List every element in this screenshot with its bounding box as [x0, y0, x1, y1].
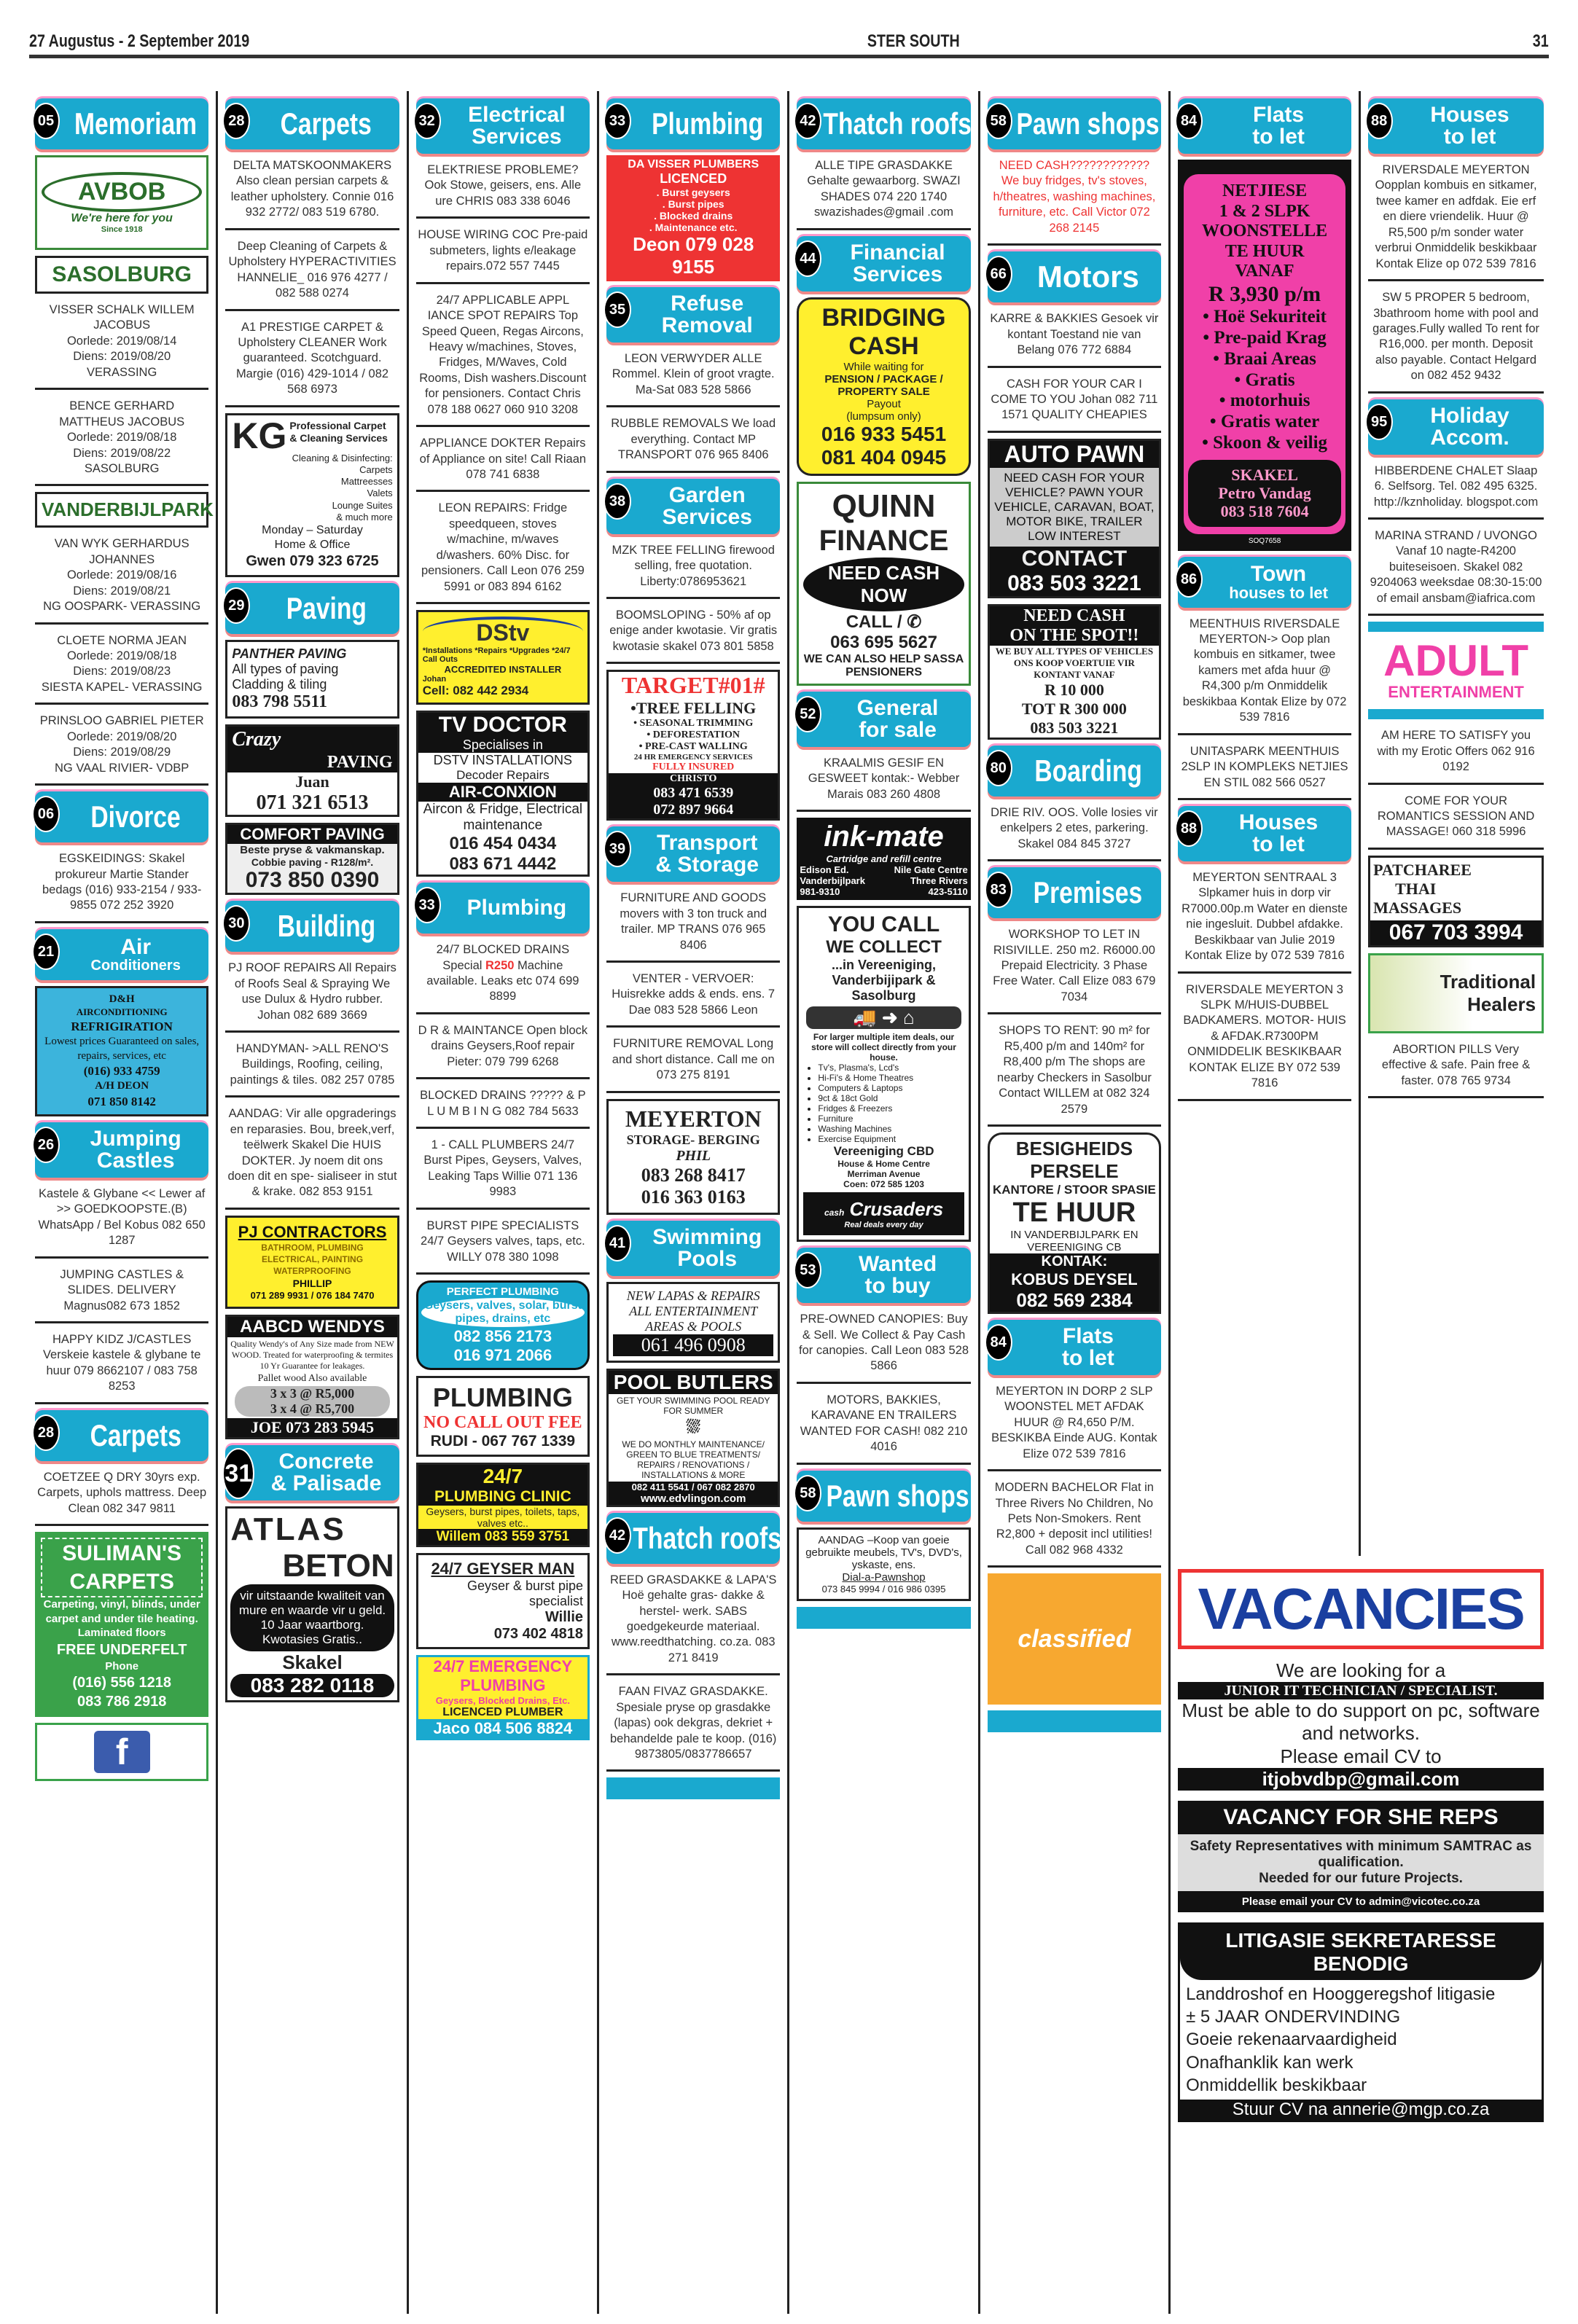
classified-ad: SW 5 PROPER 5 bedroom, 3bathroom home with pool and garages.Fully walled To rent for R16,000. per month. Deposit also payable. Contact Helgard on 082 452 9432	[1368, 287, 1544, 394]
classified-ad: KRAALMIS GESIF EN GESWEET kontak:- Webber Marais 083 260 4808	[797, 753, 970, 812]
classified-ad: LEON REPAIRS: Fridge speedqueen, stoves w/machine, m/waves d/washers. 60% Disc. for pensioners. Call Leon 076 259 5991 or 083 894 6162	[416, 498, 590, 604]
vacancies-section	[1171, 1562, 1551, 2122]
section-banner-financial: 44 Financial Services	[797, 236, 970, 292]
sasolburg-heading: SASOLBURG	[35, 256, 208, 294]
classified-ad: RUBBLE REMOVALS We load everything. Contact MP TRANSPORT 076 965 8406	[606, 413, 780, 472]
bridging-cash-ad: BRIDGING CASH While waiting for PENSION / PACKAGE / PROPERTY SALE Payout (lumpsum only) 016 933 5451 081 404 0945	[797, 297, 970, 476]
section-banner-air-conditioners: 21 Air Conditioners	[35, 929, 208, 980]
vanderbijlpark-heading: VANDERBIJLPARK	[35, 492, 208, 528]
classified-ad: EGSKEIDINGS: Skakel prokureur Martie Stander bedags (016) 933-2154 / 933-9855 072 252 3920	[35, 848, 208, 923]
she-reps-ad: VACANCY FOR SHE REPS Safety Representatives with minimum SAMTRAC as qualification. Needed for our future Projects. Please email your CV to admin@vicotec.co.za	[1178, 1801, 1544, 1912]
classified-ad: AM HERE TO SATISFY you with my Erotic Offers 062 916 0192	[1368, 725, 1544, 784]
classified-ad: BLOCKED DRAINS ????? & P L U M B I N G 082 784 5633	[416, 1085, 590, 1129]
classified-ad: BOOMSLOPING - 50% af op enige ander kwotasie. Vir gratis kwotasie skakel 073 801 5858	[606, 605, 780, 664]
section-banner-garden-services: 38 Garden Services	[606, 479, 780, 534]
classified-ad: SHOPS TO RENT: 90 m² for R5,400 p/m and 140m² for R8,400 p/m The shops are nearby Checkers in Sasolbur Contact WILLEM at 082 324 2579	[988, 1020, 1161, 1127]
classified-ad: AANDAG: Vir alle opgraderings en reparasies. Bou, breek,verf, teëlwerk Skakel Die HUIS DOKTER. Jy noem dit ons doen dit en spe- sialiseer in stut & krake. 082 853 9151	[225, 1103, 399, 1210]
obituary-notice: BENCE GERHARD MATTHEUS JACOBUS Oorlede: 2019/08/18 Diens: 2019/08/22 SASOLBURG	[35, 396, 208, 486]
lapas-pools-ad: NEW LAPAS & REPAIRS ALL ENTERTAINMENT AREAS & POOLS 061 496 0908	[606, 1282, 780, 1363]
section-banner-pawn-shops: 58 Pawn shops	[797, 1471, 970, 1522]
classified-ad: 24/7 APPLICABLE APPL IANCE SPOT REPAIRS Top Speed Queen, Regas Aircons, Heavy w/machines, Stoves, Fridges, M/Waves, Cold Rooms, Dish washers.Discount for pensioners. Contact Chris 078 188 0627 060 910 3208	[416, 290, 590, 428]
classified-ad: COME FOR YOUR ROMANTICS SESSION AND MASSAGE! 060 318 5996	[1368, 791, 1544, 850]
section-banner-town-houses: 86 Town houses to let	[1178, 557, 1351, 608]
suliman-carpets-ad: SULIMAN'S CARPETS Carpeting, vinyl, blinds, under carpet and under tile heating. Laminated floors FREE UNDERFELT Phone (016) 556 1218 083 786 2918	[35, 1532, 208, 1717]
classified-ad: REED GRASDAKKE & LAPA'S Hoë gehalte gras- dakke & herstel- werk. SABS goedgekeurde materiaal. www.reedthatching. co.za. 083 271 8419	[606, 1570, 780, 1676]
meyerton-storage-ad: MEYERTON STORAGE- BERGING PHIL 083 268 8417 016 363 0163	[606, 1099, 780, 1215]
it-technician-ad: We are looking for a JUNIOR IT TECHNICIAN / SPECIALIST. Must be able to do support on pc, software and networks. Please email CV to itjobvdbp@gmail.com	[1178, 1659, 1544, 1791]
geyser-man-ad: 24/7 GEYSER MAN Geyser & burst pipe specialist Willie 073 402 4818	[416, 1553, 590, 1649]
tv-doctor-ad: TV DOCTOR Specialises in DSTV INSTALLATIONS Decoder Repairs AIR-CONXION Aircon & Fridge, Electrical maintenance 016 454 0434 083 671 4442	[416, 711, 590, 877]
section-banner-transport: 39 Transport & Storage	[606, 826, 780, 882]
cash-on-spot-ad: NEED CASH ON THE SPOT!! WE BUY ALL TYPES OF VEHICLES ONS KOOP VOERTUIE VIR KONTANT VANAF R 10 000 TOT R 300 000 083 503 3221	[988, 604, 1161, 740]
classified-ad: HANDYMAN- >ALL RENO'S Buildings, Roofing, ceiling, paintings & tiles. 082 257 0785	[225, 1038, 399, 1098]
classifieds-columns	[28, 91, 1551, 2314]
classified-ad: UNITASPARK MEENTHUIS 2SLP IN KOMPLEKS NETJIES EN STIL 082 566 0527	[1178, 741, 1351, 800]
column-4	[599, 91, 789, 2314]
classified-ad: HIBBERDENE CHALET Slaap 6. Selfsorg. Tel. 082 495 6325. http://kznholiday. blogspot.com	[1368, 461, 1544, 520]
section-banner-flats: 84 Flats to let	[988, 1320, 1161, 1375]
classified-ad: MODERN BACHELOR Flat in Three Rivers No Children, No Pets Non-Smokers. Rent R2,800 + deposit incl utilities! Call 082 968 4332	[988, 1477, 1161, 1568]
quinn-finance-ad: QUINN FINANCE NEED CASH NOW CALL / ✆ 063 695 5627 WE CAN ALSO HELP SASSA PENSIONERS	[797, 482, 970, 686]
section-banner-plumbing: 33 Plumbing	[416, 883, 590, 934]
kg-cleaning-ad: KG Professional Carpet & Cleaning Services Cleaning & Disinfecting: Carpets Mattreesses Valets Lounge Suites & much more Monday – Saturday Home & Office Gwen 079 323 6725	[225, 413, 399, 578]
classified-ad: RIVERSDALE MEYERTON Oopplan kombuis en sitkamer, twee kamer en adfdak. Eie erf en diere vriendelik. Huur @ R5,500 p/m sonder water verbrui Onmiddelik beskikbaar Kontak Elize op 072 539 7816	[1368, 160, 1544, 281]
obituary-notice: PRINSLOO GABRIEL PIETER Oorlede: 2019/08/20 Diens: 2019/08/29 NG VAAL RIVIER- VDBP	[35, 711, 208, 786]
emergency-plumbing-ad: 24/7 EMERGENCY PLUMBING Geysers, Blocked Drains, Etc. LICENCED PLUMBER Jaco 084 506 8824	[416, 1655, 590, 1740]
columns-7-8	[1171, 91, 1551, 2314]
classified-ad: MOTORS, BAKKIES, KARAVANE EN TRAILERS WANTED FOR CASH! 082 210 4016	[797, 1390, 970, 1465]
classified-ad: A1 PRESTIGE CARPET & Upholstery CLEANER Work guaranteed. Scotchguard. Margie (016) 429-1014 / 082 568 6973	[225, 317, 399, 407]
classified-ad: LEON VERWYDER ALLE Rommel. Klein of groot vragte. Ma-Sat 083 528 5866	[606, 348, 780, 407]
classified-ad: COETZEE Q DRY 30yrs exp. Carpets, uphols mattress. Deep Clean 082 347 9811	[35, 1467, 208, 1526]
aabcd-wendys-ad: AABCD WENDYS Quality Wendy's of Any Size made from NEW WOOD. Treated for waterproofing & termites 10 Yr Guarantee for leakages. Pallet wood Also available 3 x 3 @ R5,000 3 x 4 @ R5,700 JOE 073 283 5945	[225, 1315, 399, 1439]
column-7	[1171, 91, 1361, 1556]
classified-ad: CASH FOR YOUR CAR I COME TO YOU Johan 082 711 1571 QUALITY CHEAPIES	[988, 374, 1161, 433]
column-8	[1361, 91, 1551, 1556]
classified-ad: DELTA MATSKOONMAKERS Also clean persian carpets & leather upholstery. Connie 016 932 2772/ 083 519 6780.	[225, 155, 399, 230]
classified-ad: ALLE TIPE GRASDAKKE Gehalte gewaarborg. SWAZI SHADES 074 220 1740 swazishades@gmail .com	[797, 155, 970, 230]
classified-ad: HOUSE WIRING COC Pre-paid submeters, lights e/leakage repairs.072 557 7445	[416, 224, 590, 283]
classified-ad: D R & MAINTANCE Open block drains Geysers,Roof repair Pieter: 079 799 6268	[416, 1020, 590, 1079]
besigheids-persele-ad: BESIGHEIDS PERSELE KANTORE / STOOR SPASIE TE HUUR IN VANDERBIJLPARK EN VEREENIGING CB KONTAK: KOBUS DEYSEL 082 569 2384	[988, 1132, 1161, 1314]
section-banner-electrical: 32 Electrical Services	[416, 98, 590, 154]
section-banner-carpets: 28 Carpets	[35, 1410, 208, 1461]
section-banner-concrete: 31 Concrete & Palisade	[225, 1445, 399, 1501]
section-banner-jumping-castles: 26 Jumping Castles	[35, 1122, 208, 1178]
classified-ad: MEENTHUIS RIVERSDALE MEYERTON-> Oop plan kombuis en sitkamer, twee kamers met afda huur @ R4,300 p/m Onmiddelik beskikbaa Kontak Elize by 072 539 7816	[1178, 614, 1351, 735]
section-banner-paving: 29 Paving	[225, 583, 399, 634]
column-6	[980, 91, 1171, 2314]
netjiese-woonstelle-ad: NETJIESE 1 & 2 SLPK WOONSTELLE TE HUUR VANAF R 3,930 p/m • Hoë Sekuriteit • Pre-paid Krag • Braai Areas • Gratis • motorhuis • Gratis water • Skoon & veilig SKAKEL Petro Vandag 083 518 7604 SOQ7658	[1178, 160, 1351, 551]
section-banner-wanted-to-buy: 53 Wanted to buy	[797, 1248, 970, 1303]
perfect-plumbing-ad: PERFECT PLUMBING Geysers, valves, solar, burst pipes, drains, etc 082 856 2173 016 971 2066	[416, 1280, 590, 1370]
facebook-like-icon[interactable]: f	[35, 1723, 208, 1781]
obituary-notice: VAN WYK GERHARDUS JOHANNES Oorlede: 2019/08/16 Diens: 2019/08/21 NG OOSPARK- VERASSING	[35, 533, 208, 624]
section-banner-swimming-pools: 41 Swimming Pools	[606, 1221, 780, 1276]
decorative-bar	[797, 1607, 970, 1629]
column-1	[28, 91, 218, 2314]
adult-entertainment-banner: ADULT ENTERTAINMENT	[1368, 622, 1544, 719]
atlas-beton-ad: ATLAS BETON vir uitstaande kwaliteit van mure en waarde vir u geld. 10 Jaar waartborg. Kwotasies Gratis.. Skakel 083 282 0118	[225, 1506, 399, 1702]
panther-paving-ad: PANTHER PAVING All types of paving Cladding & tiling 083 798 5511	[225, 640, 399, 719]
classified-ad: FURNITURE AND GOODS movers with 3 ton truck and trailer. MP TRANS 076 965 8406	[606, 888, 780, 963]
section-banner-refuse-removal: 35 Refuse Removal	[606, 287, 780, 343]
classified-ad: FURNITURE REMOVAL Long and short distance. Call me on 073 275 8191	[606, 1033, 780, 1092]
dh-aircon-ad: D&H AIRCONDITIONING REFRIGIRATION Lowest prices Guaranteed on sales, repairs, services, etc (016) 933 4759 A/H DEON 071 850 8142	[35, 986, 208, 1116]
classified-ad: BURST PIPE SPECIALISTS 24/7 Geysers valves, taps, etc. WILLY 078 380 1098	[416, 1216, 590, 1275]
ink-mate-ad: ink-mate Cartridge and refill centre Edison Ed. Nile Gate Centre Vanderbijlpark Three Rivers 981-9310 423-5110	[797, 818, 970, 900]
traditional-healers-ad: Traditional Healers	[1368, 953, 1544, 1033]
classified-ad: DRIE RIV. OOS. Volle losies vir enkelpers 2 etes, parkering. Skakel 084 845 3727	[988, 802, 1161, 861]
crazy-paving-ad: Crazy PAVING Juan 071 321 6513	[225, 724, 399, 817]
classified-ad: PJ ROOF REPAIRS All Repairs of Roofs Seal & Spraying We use Dulux & Hydro rubber. Johan 082 689 3669	[225, 958, 399, 1033]
section-banner-thatch-roofs: 42 Thatch roofs	[797, 98, 970, 149]
pj-contractors-ad: PJ CONTRACTORS BATHROOM, PLUMBING ELECTRICAL, PAINTING WATERPROOFING PHILLIP 071 289 9931 / 076 184 7470	[225, 1216, 399, 1309]
decorative-bar	[606, 1777, 780, 1799]
auto-pawn-ad: AUTO PAWN NEED CASH FOR YOUR VEHICLE? PAWN YOUR VEHICLE, CARAVAN, BOAT, MOTOR BIKE, TRAILER LOW INTEREST CONTACT 083 503 3221	[988, 439, 1161, 598]
classified-ad: ABORTION PILLS Very effective & safe. Pain free & faster. 078 765 9734	[1368, 1039, 1544, 1098]
dial-a-pawnshop-ad: AANDAG –Koop van goeie gebruikte meubels, TV's, DVD's, yskaste, ens. Dial-a-Pawnshop 073 845 9994 / 016 986 0395	[797, 1527, 970, 1601]
classified-ad: Kastele & Glybane << Lewer af >> GOEDKOOPSTE.(B) WhatsApp / Bel Kobus 082 650 1287	[35, 1183, 208, 1259]
section-banner-houses: 88 Houses to let	[1178, 806, 1351, 861]
page-header	[29, 29, 1549, 58]
section-banner-premises: 83 Premises	[988, 867, 1161, 918]
section-banner-flats: 84 Flats to let	[1178, 98, 1351, 154]
section-banner-pawn-shops: 58 Pawn shops	[988, 98, 1161, 149]
classified-ad: NEED CASH???????????? We buy fridges, tv's stoves, h/theatres, washing machines, furniture, etc. Call Victor 072 268 2145	[988, 155, 1161, 246]
classified-ad: 1 - CALL PLUMBERS 24/7 Burst Pipes, Geysers, Valves, Leaking Taps Willie 071 136 9983	[416, 1135, 590, 1210]
decorative-bar	[988, 1710, 1161, 1732]
classified-ad: MEYERTON IN DORP 2 SLP WOONSTEL MET AFDAK HUUR @ R4,650 P/M. BESKIKBA Einde AUG. Kontak Elize 072 539 7816	[988, 1381, 1161, 1471]
classified-ad: RIVERSDALE MEYERTON 3 SLPK M/HUIS-DUBBEL BADKAMERS. MOTOR- HUIS & AFDAK.R7300PM ONMIDDELIK BESKIKBAAR KONTAK ELIZE BY 072 539 7816	[1178, 979, 1351, 1101]
column-5	[789, 91, 980, 2314]
issue-date: 27 Augustus - 2 September 2019	[29, 31, 250, 51]
classified-ad: MEYERTON SENTRAAL 3 Slpkamer huis in dorp vir R7000.00p.m Water en dienste nie ingesluit. Dubbel afdakke. Beskikbaar van Julie 2019 Kontak Elize by 072 539 7816	[1178, 867, 1351, 974]
swimming-pool-icon: ⛆	[686, 1417, 700, 1437]
newspaper-name: STER SOUTH	[867, 31, 960, 51]
cash-crusaders-ad: YOU CALL WE COLLECT ...in Vereeniging, Vanderbijipark & Sasolburg 🚚 ➜ ⌂ For larger multiple item deals, our store will collect directly from your house. • Tv's, Plasma's, Lcd's • Hi-Fi's & Home Theatres • Computers & Laptops • 9ct & 18ct Gold • Fridges & Freezers • Furniture • Washing Machines • Exercise Equipment Vereeniging CBD House & Home Centre Merriman Avenue Coen: 072 585 1203 cash Crusaders Real deals every day	[797, 906, 970, 1242]
section-banner-carpets: 28 Carpets	[225, 98, 399, 149]
page-number: 31	[1533, 31, 1549, 51]
target-tree-felling-ad: TARGET#01# •TREE FELLING • SEASONAL TRIMMING • DEFORESTATION • PRE-CAST WALLING 24 HR EMERGENCY SERVICES FULLY INSURED CHRISTO 083 471 6539 072 897 9664	[606, 670, 780, 821]
section-banner-plumbing: 33 Plumbing	[606, 98, 780, 149]
vacancies-heading: VACANCIES	[1178, 1569, 1544, 1649]
section-banner-building: 30 Building	[225, 901, 399, 952]
classified-ad: MZK TREE FELLING firewood selling, free quotation. Liberty:0786953621	[606, 540, 780, 599]
classified-ad: 24/7 BLOCKED DRAINS Special R250 Machine available. Leaks etc 074 699 8899	[416, 939, 590, 1014]
column-3	[409, 91, 599, 2314]
classified-ad: HAPPY KIDZ J/CASTLES Verskeie kastele & glybane te huur 079 8662107 / 083 758 8253	[35, 1329, 208, 1404]
classified-ad: ELEKTRIESE PROBLEME? Ook Stowe, geisers, ens. Alle ure CHRIS 083 338 6046	[416, 160, 590, 219]
da-visser-plumbers-ad: DA VISSER PLUMBERS LICENCED . Burst geysers . Burst pipes . Blocked drains . Maintenance etc. Deon 079 028 9155	[606, 155, 780, 281]
column-2	[218, 91, 408, 2314]
truck-to-house-icon: 🚚 ➜ ⌂	[806, 1006, 961, 1029]
classified-ad: Deep Cleaning of Carpets & Upholstery HYPERACTIVITIES HANNELIE_ 016 976 4277 / 082 588 0274	[225, 236, 399, 311]
section-banner-boarding: 80 Boarding	[988, 746, 1161, 797]
litigasie-ad: LITIGASIE SEKRETARESSE BENODIG Landdroshof en Hooggeregshof litigasie ± 5 JAAR ONDERVINDING Goeie rekenaarvaardigheid Onafhanklik kan werk Onmiddellik beskikbaar Stuur CV na annerie@mgp.co.za	[1178, 1922, 1544, 2122]
section-banner-divorce: 06 Divorce	[35, 791, 208, 842]
avbob-logo: AVBOB We're here for you Since 1918	[35, 155, 208, 250]
obituary-notice: VISSER SCHALK WILLEM JACOBUS Oorlede: 2019/08/14 Diens: 2019/08/20 VERASSING	[35, 300, 208, 390]
dstv-installer-ad: DStv *Installations *Repairs *Upgrades *24/7 Call Outs ACCREDITED INSTALLER Johan Cell: 082 442 2934	[416, 610, 590, 705]
classified-ad: KARRE & BAKKIES Gesoek vir kontant Toestand nie van Belang 076 772 6884	[988, 308, 1161, 367]
section-banner-thatch-roofs: 42 Thatch roofs	[606, 1513, 780, 1564]
comfort-paving-ad: COMFORT PAVING Beste pryse & vakmanskap. Cobbie paving - R128/m². 073 850 0390	[225, 823, 399, 895]
section-banner-memoriam: 05 Memoriam	[35, 98, 208, 149]
classified-ad: FAAN FIVAZ GRASDAKKE. Spesiale pryse op grasdakke (lapas) ook dekgras, dekriet + behandelde pale te koop. (016) 9873805/0837786657	[606, 1681, 780, 1772]
section-banner-general-for-sale: 52 General for sale	[797, 692, 970, 747]
classified-ad: JUMPING CASTLES & SLIDES. DELIVERY Magnus082 673 1852	[35, 1264, 208, 1323]
whatsapp-icon: ✆	[907, 611, 922, 632]
pool-butlers-ad: POOL BUTLERS GET YOUR SWIMMING POOL READY FOR SUMMER ⛆ WE DO MONTHLY MAINTENANCE/ GREEN TO BLUE TREATMENTS/ REPAIRS / RENOVATIONS / INSTALLATIONS & MORE 082 411 5541 / 067 082 2870 www.edvlingon.com	[606, 1369, 780, 1507]
patcharee-thai-ad: PATCHAREE THAI MASSAGES 067 703 3994	[1368, 856, 1544, 947]
plumbing-no-callout-ad: PLUMBING NO CALL OUT FEE RUDI - 067 767 1339	[416, 1376, 590, 1457]
classified-promo-image: classified	[988, 1573, 1161, 1705]
classified-ad: PRE-OWNED CANOPIES: Buy & Sell. We Collect & Pay Cash for canopies. Call Leon 083 528 5866	[797, 1309, 970, 1384]
obituary-notice: CLOETE NORMA JEAN Oorlede: 2019/08/18 Diens: 2019/08/23 SIESTA KAPEL- VERASSING	[35, 630, 208, 705]
classified-ad: WORKSHOP TO LET IN RISIVILLE. 250 m2. R6000.00 Prepaid Electricity. 3 Phase Free Water. Call Elize 083 679 7034	[988, 924, 1161, 1014]
section-banner-houses: 88 Houses to let	[1368, 98, 1544, 154]
classified-ad: APPLIANCE DOKTER Repairs of Appliance on site! Call Riaan 078 741 6838	[416, 433, 590, 492]
classified-ad: VENTER - VERVOER: Huisrekke adds & ends. ens. 7 Dae 083 528 5866 Leon	[606, 969, 780, 1028]
section-banner-holiday: 95 Holiday Accom.	[1368, 399, 1544, 455]
section-banner-motors: 66 Motors	[988, 251, 1161, 302]
classified-ad: MARINA STRAND / UVONGO Vanaf 10 nagte-R4200 buiteseisoen. Skakel 082 9204063 weeksdae 08:30-15:00 of email ansbam@iafrica.com	[1368, 525, 1544, 616]
plumbing-clinic-ad: 24/7 PLUMBING CLINIC Geysers, burst pipes, toilets, taps, valves etc.. Willem 083 559 3751	[416, 1463, 590, 1547]
